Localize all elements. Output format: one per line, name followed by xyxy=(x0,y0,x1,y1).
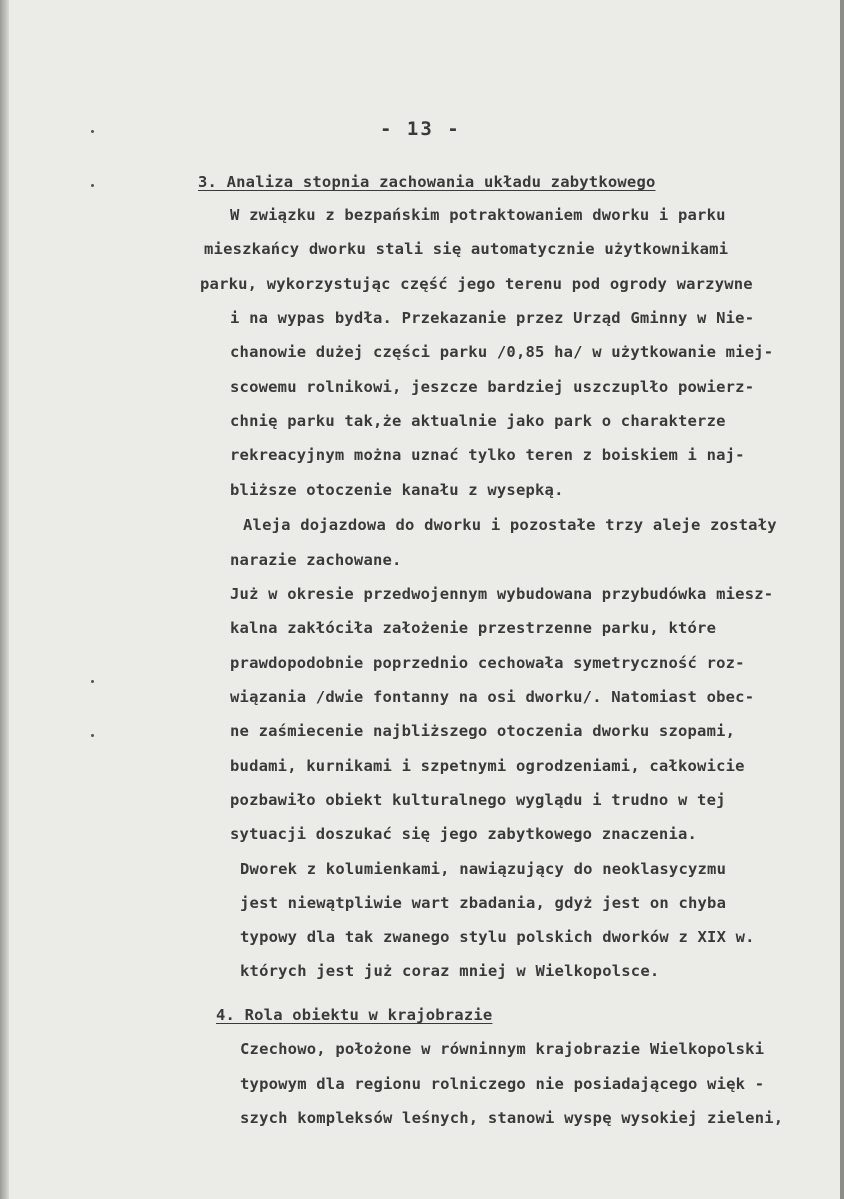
text-line: ne zaśmiecenie najbliższego otoczenia dworku szopami, xyxy=(230,722,736,740)
binding-hole-mark xyxy=(91,130,94,133)
text-line: W związku z bezpańskim potraktowaniem dworku i parku xyxy=(230,206,726,224)
text-line: mieszkańcy dworku stali się automatycznie użytkownikami xyxy=(204,240,729,258)
text-line: sytuacji doszukać się jego zabytkowego znaczenia. xyxy=(230,825,698,843)
text-line: rekreacyjnym można uznać tylko teren z boiskiem i naj- xyxy=(230,446,745,464)
text-line: narazie zachowane. xyxy=(230,551,402,569)
scan-left-edge xyxy=(0,0,9,1199)
text-line: Czechowo, położone w równinnym krajobrazie Wielkopolski xyxy=(240,1040,765,1058)
text-line: których jest już coraz mniej w Wielkopolsce. xyxy=(240,962,660,980)
text-line: wiązania /dwie fontanny na osi dworku/. Natomiast obec- xyxy=(230,688,755,706)
text-line: scowemu rolnikowi, jeszcze bardziej uszczuplło powierz- xyxy=(230,378,755,396)
binding-hole-mark xyxy=(91,734,94,737)
binding-hole-mark xyxy=(91,680,94,683)
text-line: typowym dla regionu rolniczego nie posiadającego więk - xyxy=(240,1075,765,1093)
text-line: pozbawiło obiekt kulturalnego wyglądu i trudno w tej xyxy=(230,791,726,809)
text-line: i na wypas bydła. Przekazanie przez Urząd Gminny w Nie- xyxy=(230,309,755,327)
text-line: parku, wykorzystując część jego terenu pod ogrody warzywne xyxy=(200,275,753,293)
binding-hole-mark xyxy=(91,184,94,187)
text-line: Już w okresie przedwojennym wybudowana przybudówka miesz- xyxy=(230,585,774,603)
text-line: Dworek z kolumienkami, nawiązujący do neoklasycyzmu xyxy=(240,860,727,878)
text-line: prawdopodobnie poprzednio cechowała symetryczność roz- xyxy=(230,654,745,672)
text-line: jest niewątpliwie wart zbadania, gdyż jest on chyba xyxy=(240,894,727,912)
section-heading: 3. Analiza stopnia zachowania układu zabytkowego xyxy=(198,173,656,191)
page-number: - 13 - xyxy=(380,118,461,140)
section-heading: 4. Rola obiektu w krajobrazie xyxy=(216,1006,493,1024)
scan-right-edge xyxy=(840,0,844,1199)
text-line: budami, kurnikami i szpetnymi ogrodzeniami, całkowicie xyxy=(230,757,745,775)
text-line: szych kompleksów leśnych, stanowi wyspę wysokiej zieleni, xyxy=(240,1109,784,1127)
text-line: kalna zakłóciła założenie przestrzenne parku, które xyxy=(230,619,717,637)
text-line: chanowie dużej części parku /0,85 ha/ w użytkowanie miej- xyxy=(230,343,774,361)
text-line: chnię parku tak,że aktualnie jako park o charakterze xyxy=(230,412,726,430)
text-line: typowy dla tak zwanego stylu polskich dworków z XIX w. xyxy=(240,928,755,946)
text-line: bliższe otoczenie kanału z wysepką. xyxy=(230,481,564,499)
text-line: Aleja dojazdowa do dworku i pozostałe trzy aleje zostały xyxy=(243,516,777,534)
